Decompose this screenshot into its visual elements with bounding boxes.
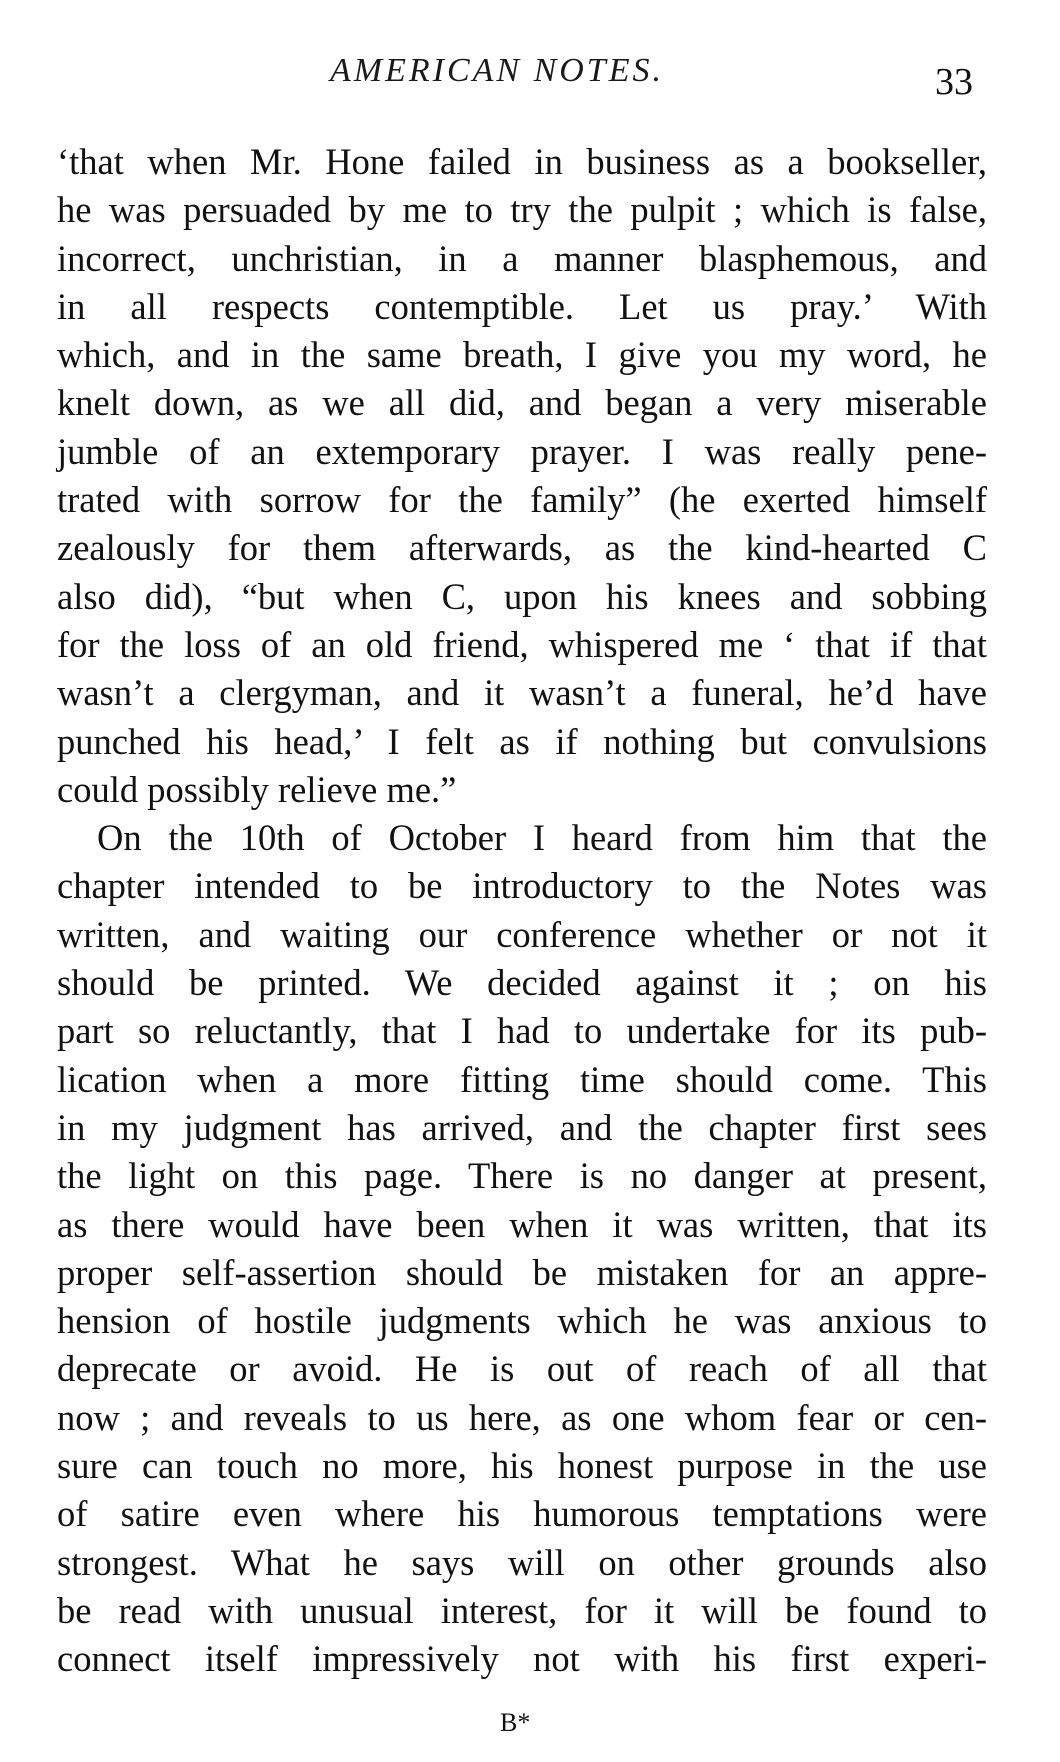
text-line: On the 10th of October I heard from him that the xyxy=(97,817,987,859)
text-line: incorrect, unchristian, in a manner blasphemous, and xyxy=(57,237,987,279)
text-line: hension of hostile judgments which he was anxious to xyxy=(57,1300,987,1342)
text-line: he was persuaded by me to try the pulpit ; which is false, xyxy=(57,189,987,231)
text-line: strongest. What he says will on other grounds also xyxy=(57,1541,987,1583)
text-line: of satire even where his humorous temptations were xyxy=(57,1493,987,1535)
paragraph-1 xyxy=(57,138,987,814)
text-line: also did), “but when C, upon his knees and sobbing xyxy=(57,575,987,617)
text-line: ‘that when Mr. Hone failed in business as a bookseller, xyxy=(57,141,987,182)
text-line: sure can touch no more, his honest purpose in the use xyxy=(57,1445,987,1487)
text-line: now ; and reveals to us here, as one whom fear or cen- xyxy=(57,1396,987,1438)
text-line: which, and in the same breath, I give you my word, he xyxy=(57,334,987,376)
running-title: AMERICAN NOTES. xyxy=(330,52,664,89)
text-line: part so reluctantly, that I had to undertake for its pub- xyxy=(57,1010,987,1052)
text-line: be read with unusual interest, for it will be found to xyxy=(57,1589,987,1631)
text-line: for the loss of an old friend, whispered me ‘ that if that xyxy=(57,623,987,665)
text-line: wasn’t a clergyman, and it wasn’t a funeral, he’d have xyxy=(57,672,987,714)
text-line: proper self-assertion should be mistaken for an appre- xyxy=(57,1251,987,1293)
text-line: in my judgment has arrived, and the chapter first sees xyxy=(57,1106,987,1148)
text-line: connect itself impressively not with his first experi- xyxy=(57,1638,987,1680)
text-line: the light on this page. There is no danger at present, xyxy=(57,1155,987,1197)
text-line: in all respects contemptible. Let us pray.’ With xyxy=(57,285,987,327)
text-line: trated with sorrow for the family” (he exerted himself xyxy=(57,479,987,521)
text-line: chapter intended to be introductory to the Notes was xyxy=(57,865,987,907)
signature-mark: B* xyxy=(500,1708,531,1737)
text-line: lication when a more fitting time should come. This xyxy=(57,1058,987,1100)
text-line: should be printed. We decided against it ; on his xyxy=(57,962,987,1004)
text-line: as there would have been when it was written, that its xyxy=(57,1203,987,1245)
running-head xyxy=(0,52,1060,102)
text-line: written, and waiting our conference whether or not it xyxy=(57,913,987,955)
text-line: deprecate or avoid. He is out of reach of all that xyxy=(57,1348,987,1390)
text-line: knelt down, as we all did, and began a very miserable xyxy=(57,382,987,424)
text-line: jumble of an extemporary prayer. I was really pene- xyxy=(57,430,987,472)
body-text xyxy=(57,138,987,1684)
text-line: punched his head,’ I felt as if nothing but convulsions xyxy=(57,720,987,762)
text-line: zealously for them afterwards, as the kind-hearted C xyxy=(57,527,987,569)
page-number: 33 xyxy=(935,61,973,103)
paragraph-2 xyxy=(57,814,987,1683)
text-line: could possibly relieve me.” xyxy=(57,768,457,810)
